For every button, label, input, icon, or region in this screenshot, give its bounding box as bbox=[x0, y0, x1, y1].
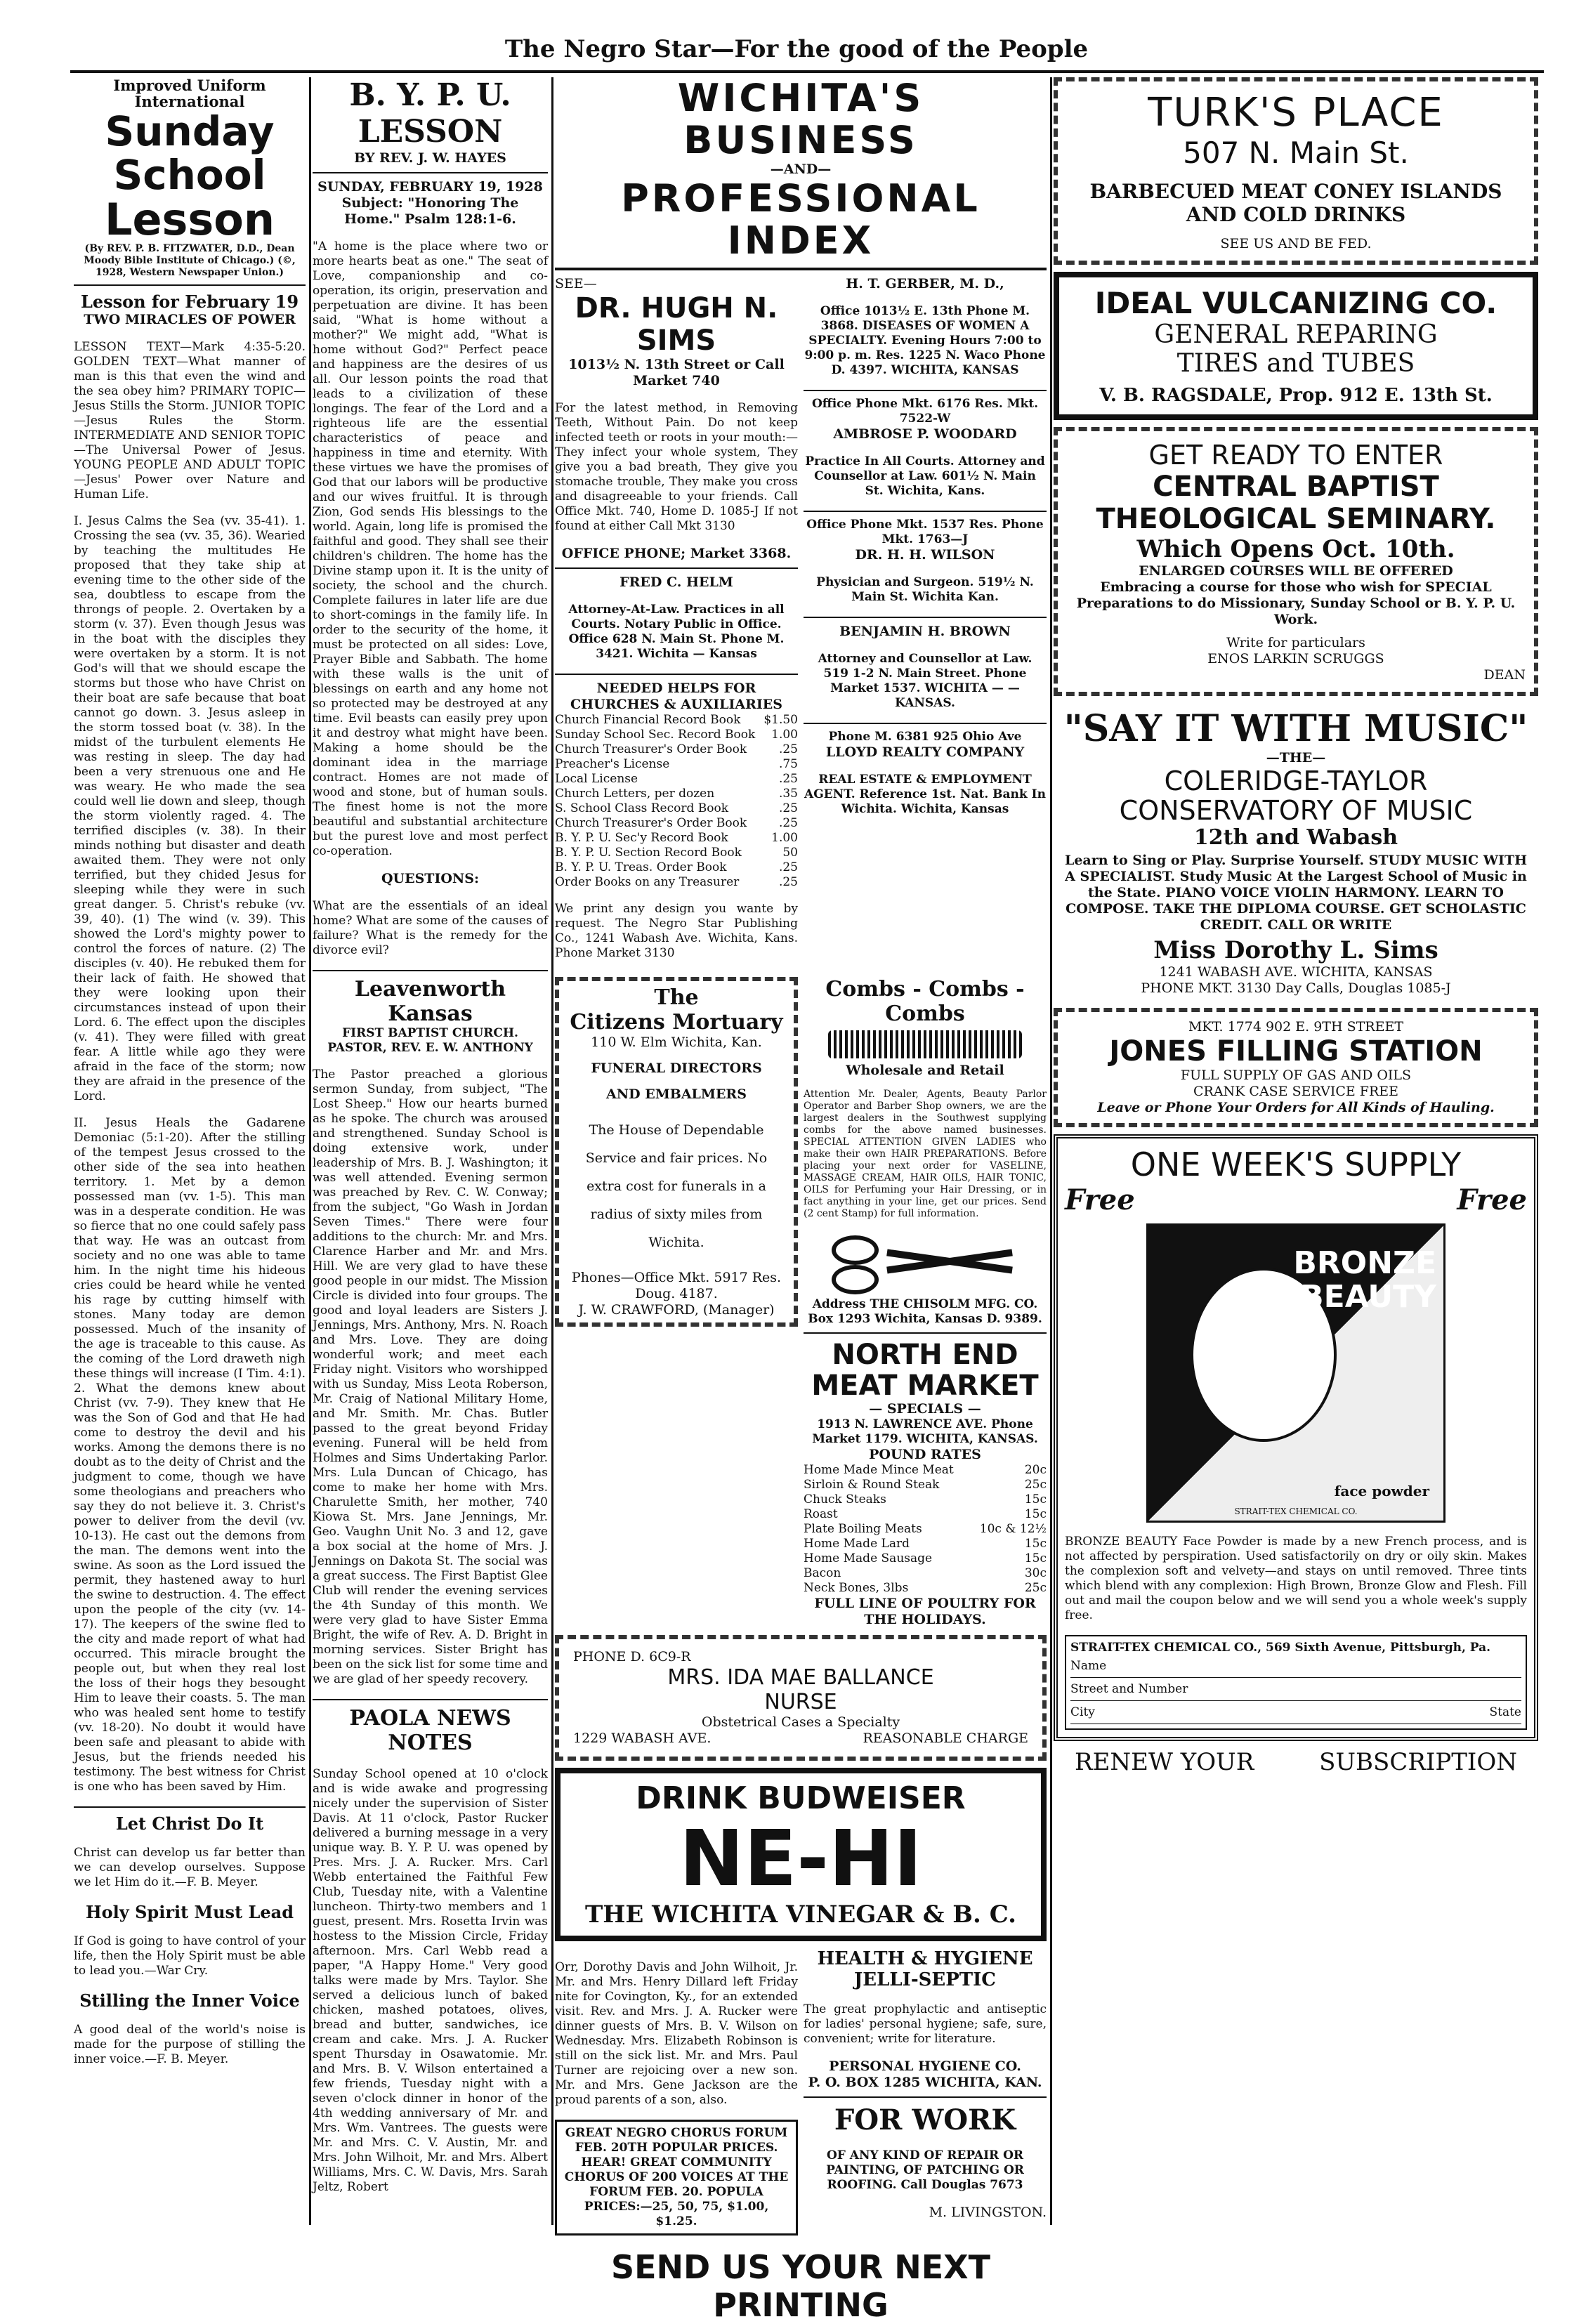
bronze-beauty-ad bbox=[1054, 1134, 1538, 1741]
woodard-phones: Office Phone Mkt. 6176 Res. Mkt. 7522-W bbox=[811, 397, 1039, 426]
section-heading: Let Christ Do It bbox=[115, 1813, 264, 1834]
renew-banner bbox=[1054, 1748, 1538, 1776]
leavenworth-subheading: FIRST BAPTIST CHURCH. PASTOR, REV. E. W. ANTHONY bbox=[327, 1026, 533, 1055]
needed-list bbox=[555, 713, 798, 890]
price-value: 15c bbox=[1024, 1537, 1047, 1551]
music-address: 12th and Wabash bbox=[1193, 825, 1398, 850]
divider bbox=[555, 674, 798, 675]
music-school: COLERIDGE-TAYLOR CONSERVATORY OF MUSIC bbox=[1119, 766, 1473, 826]
brown-text: Attorney and Counsellor at Law. 519 1-2 N. Main Street. Phone Market 1537. WICHITA — — KANSAS. bbox=[818, 652, 1032, 710]
divider bbox=[555, 567, 798, 569]
vulcanizing-line: TIRES and TUBES bbox=[1176, 349, 1415, 378]
see-label: SEE— bbox=[555, 276, 597, 291]
health-address: P. O. BOX 1285 WICHITA, KAN. bbox=[808, 2075, 1042, 2090]
divider bbox=[804, 2096, 1047, 2098]
price-item: Church Treasurer's Order Book bbox=[555, 742, 747, 756]
vulcanizing-ad bbox=[1054, 272, 1538, 420]
lesson-date: Lesson for February 19 bbox=[80, 291, 299, 312]
gerber-text: Office 1013½ E. 13th Phone M. 3868. DISEASES OF WOMEN A SPECIALTY. Evening Hours 7:00 to 9:00 p. m. Res. 1225 N. Waco Phone D. 4397. WICHITA, KANSAS bbox=[804, 304, 1046, 377]
meat-address: 1913 N. LAWRENCE AVE. Phone Market 1179. WICHITA, KANSAS. bbox=[812, 1417, 1038, 1446]
vinegar-company: THE WICHITA VINEGAR & B. C. bbox=[584, 1900, 1017, 1929]
price-value: .25 bbox=[778, 860, 798, 874]
price-row bbox=[555, 801, 798, 816]
price-value: .25 bbox=[778, 772, 798, 786]
chisolm-address: Address THE CHISOLM MFG. CO. Box 1293 Wichita, Kansas D. 9389. bbox=[808, 1297, 1042, 1326]
price-row bbox=[804, 1492, 1047, 1507]
nurse-ad bbox=[555, 1635, 1047, 1761]
price-row bbox=[804, 1537, 1047, 1551]
divider bbox=[313, 172, 548, 173]
health-company: PERSONAL HYGIENE CO. bbox=[829, 2059, 1021, 2074]
helm-name: FRED C. HELM bbox=[620, 575, 733, 590]
price-item: Church Treasurer's Order Book bbox=[555, 816, 747, 830]
divider bbox=[804, 1332, 1047, 1334]
divider bbox=[804, 617, 1047, 618]
price-value: 30c bbox=[1024, 1566, 1047, 1580]
music-ad bbox=[1054, 703, 1538, 1001]
price-value: 15c bbox=[1024, 1492, 1047, 1506]
seminary-write: Write for particulars bbox=[1226, 635, 1365, 650]
price-value: $1.50 bbox=[763, 713, 798, 727]
price-value: 25c bbox=[1024, 1478, 1047, 1492]
section-text: If God is going to have control of your life, then the Holy Spirit must be able to lead you.—War Cry. bbox=[74, 1934, 306, 1978]
divider bbox=[804, 723, 1047, 724]
mortuary-phones: Phones—Office Mkt. 5917 Res. Doug. 4187. bbox=[571, 1270, 782, 1301]
lloyd-phone: Phone M. 6381 925 Ohio Ave bbox=[828, 730, 1022, 744]
price-value: 15c bbox=[1024, 1507, 1047, 1521]
mortuary-name: Citizens Mortuary bbox=[570, 1010, 783, 1035]
paola-heading: PAOLA NEWS NOTES bbox=[349, 1706, 511, 1755]
nurse-address: 1229 WABASH AVE. bbox=[573, 1731, 712, 1746]
price-row bbox=[804, 1551, 1047, 1566]
divider bbox=[74, 1806, 306, 1808]
music-footer: 1241 WABASH AVE. WICHITA, KANSAS bbox=[1159, 964, 1433, 980]
mortuary-box bbox=[555, 977, 798, 1327]
woodard-name: AMBROSE P. WOODARD bbox=[833, 426, 1017, 442]
price-value: 10c & 12½ bbox=[979, 1522, 1047, 1536]
music-contact: Miss Dorothy L. Sims bbox=[1153, 936, 1438, 964]
price-item: Home Made Lard bbox=[804, 1537, 910, 1551]
coupon-label: Name bbox=[1070, 1659, 1107, 1673]
nurse-charge: REASONABLE CHARGE bbox=[863, 1731, 1028, 1746]
price-row bbox=[555, 772, 798, 787]
coupon-street-field[interactable] bbox=[1070, 1682, 1521, 1701]
index-right bbox=[804, 276, 1047, 973]
sims-text: For the latest method, in Removing Teeth, Without Pain. Do not keep infected teeth or roots in your mouth:— They infect your whole system, They give you a bad breath, They give you stomache trouble, They make you cross and disagreeable to your friends. Call Office Mkt. 740, Home D. 1085-J If not found at either Call Mkt 3130 bbox=[555, 401, 798, 533]
combs-ad bbox=[804, 977, 1047, 1628]
masthead: The Negro Star—For the good of the People bbox=[504, 35, 1089, 63]
mortuary-manager: J. W. CRAWFORD, (Manager) bbox=[578, 1302, 775, 1318]
free-label: Free bbox=[1457, 1183, 1527, 1216]
seminary-opening: Which Opens Oct. 10th. bbox=[1136, 535, 1455, 563]
price-value: .25 bbox=[778, 801, 798, 815]
turks-line: SEE US AND BE FED. bbox=[1220, 236, 1372, 251]
price-item: B. Y. P. U. Treas. Order Book bbox=[555, 860, 727, 874]
lesson-text: II. Jesus Heals the Gadarene Demoniac (5:1-20). After the stilling of the tempest Jesus crossed to the other side of the sea into heathen territory. 1. Met by a demon possessed man (vv. 1-5). This man was in a desperate condition. He was so fierce that no one could safely pass that way. He was an outcast from society and no one was able to tame him. In the night time his hideous cries could be heard while he vented his rage by cutting himself with stones. Many today are demon possessed. Much of the insanity of the age is traceable to this cause. As the coming of the Lord draweth nigh these things will increase (I Tim. 4:1). 2. What the demons knew about Christ (vv. 7-9). They knew that He was the Son of God and that He had come to destroy the devil and his works. Among the demons there is no doubt as to the deity of Christ and the judgment to come, though we have some theologians and preachers who say they do not believe it. 3. Christ's power to deliver from the devil (vv. 10-13). He cast out the demons from the man. The demons went into the swine. As soon as the Lord issued the permit, they hastened away to hurl the swine to destruction. 4. The effect upon the people of the city (vv. 14-17). The keepers of the swine fled to the city and made report of what had occurred. This miracle brought the people out, but when they real lost the loss of their hogs they besought Him to leave their coasts. 5. The man who was healed sent home to testify (vv. 18-20). No doubt it would have been safe and pleasant to abide with Jesus, but the friends needed his testimony. The best witness for Christ is one who has been saved by Him. bbox=[74, 1116, 306, 1794]
price-row bbox=[555, 742, 798, 757]
bypu-title: B. Y. P. U. LESSON bbox=[349, 77, 511, 150]
price-item: B. Y. P. U. Section Record Book bbox=[555, 846, 742, 860]
coupon-label: Street and Number bbox=[1070, 1682, 1188, 1696]
turks-line: BARBECUED MEAT CONEY ISLANDS bbox=[1089, 180, 1502, 203]
send-printing-banner: SEND US YOUR NEXT PRINTING bbox=[610, 2248, 991, 2324]
questions-heading: QUESTIONS: bbox=[381, 871, 479, 886]
column-rule bbox=[309, 77, 311, 2225]
bronze-beauty-illustration bbox=[1146, 1223, 1446, 1523]
coupon-city-field[interactable] bbox=[1070, 1705, 1521, 1724]
meat-footer: FULL LINE OF POULTRY FOR THE HOLIDAYS. bbox=[814, 1596, 1036, 1627]
work-text: OF ANY KIND OF REPAIR OR PAINTING, OF PATCHING OR ROOFING. Call Douglas 7673 bbox=[826, 2148, 1024, 2192]
mortuary-ad bbox=[555, 977, 798, 1628]
column-rule bbox=[551, 77, 553, 2225]
nurse-phone: PHONE D. 6C9-R bbox=[573, 1649, 691, 1665]
price-value: .25 bbox=[778, 742, 798, 756]
price-row bbox=[804, 1566, 1047, 1581]
lesson-date: SUNDAY, FEBRUARY 19, 1928 bbox=[317, 179, 543, 195]
music-text: Learn to Sing or Play. Surprise Yourself. STUDY MUSIC WITH A SPECIALIST. Study Music At the Largest School of Music in the State. PIANO VOICE VIOLIN HARMONY. LEARN TO COMPOSE. TAKE THE DIPLOMA COURSE. GET SCHOLASTIC CREDIT. CALL OR WRITE bbox=[1064, 853, 1528, 933]
needed-text: We print any design you wante by request. The Negro Star Publishing Co., 1241 Wabash Ave. Wichita, Kans. Phone Market 3130 bbox=[555, 902, 798, 960]
seminary-ad bbox=[1054, 427, 1538, 696]
divider bbox=[804, 511, 1047, 512]
meat-list bbox=[804, 1463, 1047, 1596]
price-item: Neck Bones, 3lbs bbox=[804, 1581, 909, 1595]
business-index bbox=[555, 76, 1047, 2324]
chorus-ad bbox=[555, 2120, 798, 2236]
chorus-text: GREAT NEGRO CHORUS FORUM FEB. 20TH POPULAR PRICES. HEAR! GREAT COMMUNITY CHORUS OF 200 VOICES AT THE FORUM FEB. 20. POPULA PRICES:—25, 50, 75, $1.00, $1.25. bbox=[564, 2126, 789, 2228]
combs-subheading: Wholesale and Retail bbox=[846, 1063, 1004, 1078]
sims-office: OFFICE PHONE; Market 3368. bbox=[561, 546, 792, 561]
top-rule bbox=[70, 70, 1544, 73]
divider bbox=[74, 284, 306, 286]
lesson-subject: Subject: "Honoring The Home." Psalm 128:1-6. bbox=[341, 195, 519, 227]
work-name: M. LIVINGSTON. bbox=[929, 2205, 1047, 2220]
price-row bbox=[804, 1478, 1047, 1492]
bronze-text: BRONZE BEAUTY Face Powder is made by a new French process, and is not affected by perspiration. Used satisfactorily on dry or oily skin. Makes the complexion soft and velvety—and stays on until removed. Three tints which blend with any complexion: High Brown, Bronze Glow and Flesh. Fill out and mail the coupon below and we will send you a whole week's supply free. bbox=[1065, 1535, 1527, 1622]
byline: (By REV. P. B. FITZWATER, D.D., Dean Moody Bible Institute of Chicago.) (©, 1928, Western Newspaper Union.) bbox=[84, 243, 296, 278]
divider bbox=[804, 390, 1047, 391]
health-text: The great prophylactic and antiseptic for ladies' personal hygiene; safe, sure, convenient; write for literature. bbox=[804, 2002, 1047, 2046]
bypu-column bbox=[313, 77, 548, 2233]
price-item: Local License bbox=[555, 772, 638, 786]
meat-market-heading: NORTH END MEAT MARKET bbox=[811, 1339, 1039, 1402]
nurse-specialty: Obstetrical Cases a Specialty bbox=[701, 1714, 900, 1730]
lloyd-text: REAL ESTATE & EMPLOYMENT AGENT. Reference 1st. Nat. Bank In Wichita. Wichita, Kansas bbox=[804, 773, 1046, 816]
price-row bbox=[804, 1507, 1047, 1522]
seminary-name: CENTRAL BAPTIST THEOLOGICAL SEMINARY. bbox=[1096, 471, 1496, 535]
price-value: 50 bbox=[782, 846, 798, 860]
index-row bbox=[555, 1948, 1047, 2243]
price-row bbox=[555, 860, 798, 875]
leavenworth-text: The Pastor preached a glorious sermon Sunday, from subject, "The Lost Sheep." How our hearts burned as he spoke. The church was aroused and strengthened. Sunday School is doing extensive work, under leadership of Mrs. B. J. Washington; it was well attended. Evening sermon was preached by Rev. C. W. Conway; from the subject, "Go Wash in Jordan Seven Times." There were four additions to the church: Mr. and Mrs. Clarence Harber and Mr. and Mrs. Hill. We are very glad to have these good people in our midst. The Mission Circle is divided into four groups. The good and loyal leaders are Sisters J. Jennings, Mrs. Anthony, Mrs. N. Roach and Mrs. Love. They are doing wonderful work; and meet each Friday night. Visitors who worshipped with us Sunday, Miss Leota Roberson, Mr. Craig of National Military Home, and Mr. Smith. Mr. Chas. Butler passed to the great beyond Friday evening. Funeral will be held from Holmes and Sims Undertaking Parlor. Mrs. Lula Duncan of Chicago, has come to make her home with Mrs. Charulette Smith, her mother, 740 Kiowa St. Mrs. Jane Jennings, Mr. Geo. Vaughn Unit No. 3 and 12, gave a box social at the home of Mrs. J. Jennings on Dakota St. The social was a great success. The First Baptist Glee Club will render the evening services the 4th Sunday of this month. We were very glad to have Sister Emma Bright, the wife of Rev. A. D. Bright in morning services. Sister Bright has been on the sick list for some time and we are glad of her speedy recovery. bbox=[313, 1068, 548, 1686]
price-value: .25 bbox=[778, 875, 798, 889]
nehi-logo: NE-HI bbox=[679, 1813, 922, 1903]
sims-name: DR. HUGH N. SIMS bbox=[575, 292, 778, 357]
paola-text: Sunday School opened at 10 o'clock and is wide awake and progressing nicely under the supervision of Sister Davis. At 11 o'clock, Pastor Rucker delivered a burning message in a very unique way. B. Y. P. U. was opened by Pres. Mrs. J. A. Rucker. Mrs. Carl Webb entertained the Faithful Few Club, Tuesday nite, with a Valentine luncheon. Thirty-two members and 1 guest, present. Mrs. Rosetta Irvin was hostess to the Mission Circle, Friday afternoon. Mrs. Carl Webb read a paper, "A Happy Home." Very good talks were made by Mrs. Taylor. She served a delicious lunch of baked chicken, mashed potatoes, olives, bread and butter, sandwiches, ice cream and cake. Mrs. J. A. Rucker spent Thursday in Osawatomie. Mr. and Mrs. B. V. Wilson entertained a few friends, Tuesday night with a seven o'clock dinner in honor of the 4th wedding anniversary of Mr. and Mrs. Wm. Vantrees. The guests were Mr. and Mrs. C. V. Austin, Mr. and Mrs. John Wilhoit, Mr. and Mrs. Albert Williams, Mrs. C. W. Davis, Mrs. Sarah Jeltz, Robert bbox=[313, 1767, 548, 2194]
nurse-footer bbox=[573, 1731, 1028, 1747]
price-row bbox=[804, 1463, 1047, 1478]
price-item: Sunday School Sec. Record Book bbox=[555, 728, 756, 742]
wilson-phones: Office Phone Mkt. 1537 Res. Phone Mkt. 1763—J bbox=[806, 518, 1044, 546]
free-row bbox=[1065, 1183, 1527, 1216]
price-item: Chuck Steaks bbox=[804, 1492, 886, 1506]
free-label: Free bbox=[1065, 1183, 1135, 1216]
divider bbox=[555, 268, 1047, 270]
seminary-dean: DEAN bbox=[1483, 667, 1526, 683]
turks-line: AND COLD DRINKS bbox=[1186, 203, 1406, 226]
work-heading: FOR WORK bbox=[834, 2103, 1016, 2136]
music-footer: PHONE MKT. 3130 Day Calls, Douglas 1085-J bbox=[1141, 980, 1451, 996]
jones-heading: JONES FILLING STATION bbox=[1109, 1035, 1483, 1068]
wilson-name: DR. H. H. WILSON bbox=[855, 547, 995, 563]
lesson-text: I. Jesus Calms the Sea (vv. 35-41). 1. Crossing the sea (vv. 35, 36). Wearied by teaching the multitudes He proposed that they take ship at evening time to the other side of the sea, doubtless to escape from the throngs of people. 2. Overtaken by a storm (v. 37). Even though Jesus was in the boat with the disciples they were overtaken by a storm. It is not God's will that we should escape the storms but those who have Christ on their boat are safe because that boat cannot go down. 3. Jesus asleep in the storm tossed boat (v. 38). In the midst of the turbulent elements He was resting in sleep. The day had been a very strenuous one and He was weary. He who made the sea could well lie down and sleep, though the storm violently raged. 4. The terrified disciples (v. 38). In their minds nothing but disaster and death awaited them. They were not only terrified, but they chided Jesus for sleeping while they were in such great danger. 5. Christ's rebuke (vv. 39, 40). (1) The wind (v. 39). This showed the Lord's mighty power to control the forces of nature. (2) The disciples (v. 40). He rebuked them for their lack of faith. He showed that they were looking upon their circumstances instead of upon their Lord. 6. The effect upon the disciples (v. 41). They were filled with great fear. A little while ago they were afraid in the face of the storm; now they are afraid in the presence of the Lord. bbox=[74, 514, 306, 1103]
divider bbox=[313, 1699, 548, 1700]
needed-heading: NEEDED HELPS FOR CHURCHES & AUXILIARIES bbox=[570, 681, 782, 712]
turks-heading: TURK'S PLACE bbox=[1148, 90, 1444, 136]
helm-text: Attorney-At-Law. Practices in all Courts. Notary Public in Office. Office 628 N. Main St. Phone M. 3421. Wichita — Kansas bbox=[568, 603, 785, 661]
nurse-name: MRS. IDA MAE BALLANCE bbox=[667, 1665, 934, 1690]
price-row bbox=[555, 846, 798, 860]
jones-line: Leave or Phone Your Orders for All Kinds of Hauling. bbox=[1097, 1100, 1495, 1115]
section-text: A good deal of the world's noise is made for the purpose of stilling the inner voice.—F. B. Meyer. bbox=[74, 2023, 306, 2066]
price-item: Church Letters, per dozen bbox=[555, 787, 715, 801]
kicker: Improved Uniform International bbox=[113, 77, 266, 110]
lesson-subtitle: TWO MIRACLES OF POWER bbox=[84, 312, 296, 327]
byline: BY REV. J. W. HAYES bbox=[354, 150, 506, 166]
music-heading: "SAY IT WITH MUSIC" bbox=[1063, 707, 1528, 750]
sunday-school-title: Sunday School bbox=[105, 107, 275, 199]
seminary-intro: GET READY TO ENTER bbox=[1148, 440, 1443, 471]
seminary-text: Embracing a course for those who wish for SPECIAL Preparations to do Missionary, Sunday School or B. Y. P. U. Work. bbox=[1076, 579, 1516, 627]
renew-text: SUBSCRIPTION bbox=[1319, 1748, 1517, 1776]
turks-place-ad bbox=[1054, 77, 1538, 265]
renew-text: RENEW YOUR bbox=[1075, 1748, 1254, 1776]
price-item: Sirloin & Round Steak bbox=[804, 1478, 940, 1492]
order-coupon bbox=[1065, 1635, 1527, 1730]
seminary-name-line: ENOS LARKIN SCRUGGS bbox=[1207, 651, 1384, 667]
coupon-heading: STRAIT-TEX CHEMICAL CO., 569 Sixth Avenue, Pittsburgh, Pa. bbox=[1070, 1641, 1491, 1655]
health-heading: HEALTH & HYGIENE JELLI-SEPTIC bbox=[817, 1948, 1033, 1990]
turks-address: 507 N. Main St. bbox=[1183, 136, 1409, 170]
section-text: Christ can develop us far better than we can develop ourselves. Suppose we let Him do it.—F. B. Meyer. bbox=[74, 1846, 306, 1889]
meat-specials: — SPECIALS — bbox=[869, 1401, 981, 1417]
vulcanizing-proprietor: V. B. RAGSDALE, Prop. 912 E. 13th St. bbox=[1099, 385, 1493, 406]
coupon-label: State bbox=[1489, 1705, 1521, 1719]
price-row bbox=[555, 787, 798, 801]
index-left bbox=[555, 276, 798, 973]
meat-rates: POUND RATES bbox=[869, 1447, 981, 1462]
price-value: 25c bbox=[1024, 1581, 1047, 1595]
price-row bbox=[804, 1581, 1047, 1596]
price-row bbox=[555, 816, 798, 831]
nurse-title: NURSE bbox=[764, 1690, 837, 1714]
music-the: —THE— bbox=[1266, 750, 1326, 766]
paola-text-continued: Orr, Dorothy Davis and John Wilhoit, Jr. Mr. and Mrs. Henry Dillard left Friday nite for Covington, Ky., for an extended visit. Rev. and Mrs. J. A. Rucker were dinner guests of Mrs. B. V. Wilson on Wednesday. Mrs. Elizabeth Robinson is still on the sick list. Mr. and Mrs. Paul Turner are rejoicing over a new son. Mr. and Mrs. Gene Jackson are the proud parents of a son, also. bbox=[555, 1960, 798, 2107]
lesson-text: LESSON TEXT—Mark 4:35-5:20. GOLDEN TEXT—What manner of man is this that even the wind and the sea obey him? PRIMARY TOPIC—Jesus Stills the Storm. JUNIOR TOPIC—Jesus Rules the Storm. INTERMEDIATE AND SENIOR TOPIC—The Universal Power of Jesus. YOUNG PEOPLE AND ADULT TOPIC—Jesus' Power over Nature and Human Life. bbox=[74, 340, 306, 501]
price-item: Preacher's License bbox=[555, 757, 670, 771]
coupon-label: City bbox=[1070, 1705, 1095, 1719]
price-row bbox=[555, 831, 798, 846]
section-heading: Stilling the Inner Voice bbox=[79, 1990, 300, 2011]
mortuary-address: 110 W. Elm Wichita, Kan. bbox=[591, 1035, 762, 1050]
lesson-text: "A home is the place where two or more hearts beat as one." The seat of Love, companionship and co-operation, its origin, preservation and perpetuation are divine. It has been said, "What is home without a mother?" We might add, "What is home without God?" Perfect peace and happiness are the desires of us all. Our lesson points the road that leads to a civilization of these longings. The fear of the Lord and a righteous life are the essential characteristics of peace and happiness in time and eternity. With these virtues we have the promises of God that our labors will be productive and our wives fruitful. It is through Zion, God sends His blessings to the world. Again, long life is promised the faithful and good. They shall see their children's children. The home has the Divine stamp upon it. It is the unity of society, the school and the church. Complete failures in later life are due to short-comings in the family life. In order to the security of the home, it must be protected on all sides: Love, Prayer Bible and Sabbath. The home with these walls is the unit of blessings on earth and any home not so protected may be destroyed at any time. Evil beasts can easily prey upon it and destroy what might have been. Making a home should be the dominant idea in the marriage contract. Homes are not made of wood and stone, but of human souls. The finest home is not the more beautiful and substantial architecture but the purest love and most perfect co-operation. bbox=[313, 239, 548, 858]
budweiser-heading: DRINK BUDWEISER bbox=[636, 1780, 966, 1816]
scissors-icon bbox=[828, 1230, 1023, 1293]
index-row bbox=[555, 977, 1047, 1628]
budweiser-ad bbox=[555, 1768, 1047, 1941]
bronze-face-powder: face powder bbox=[1334, 1483, 1429, 1499]
price-value: 1.00 bbox=[771, 728, 798, 742]
bronze-company-small: STRAIT-TEX CHEMICAL CO. bbox=[1234, 1506, 1358, 1516]
sims-address: 1013½ N. 13th Street or Call Market 740 bbox=[568, 357, 785, 388]
bronze-brand: BRONZE BEAUTY bbox=[1293, 1245, 1436, 1315]
price-value: 20c bbox=[1024, 1463, 1047, 1477]
jones-top: MKT. 1774 902 E. 9TH STREET bbox=[1188, 1019, 1404, 1035]
divider bbox=[313, 970, 548, 971]
column-rule bbox=[1050, 77, 1052, 2225]
gerber-name: H. T. GERBER, M. D., bbox=[846, 276, 1004, 291]
lloyd-name: LLOYD REALTY COMPANY bbox=[825, 744, 1025, 760]
price-row bbox=[555, 875, 798, 890]
jones-line: CRANK CASE SERVICE FREE bbox=[1193, 1084, 1399, 1099]
price-item: B. Y. P. U. Sec'y Record Book bbox=[555, 831, 728, 845]
price-item: S. School Class Record Book bbox=[555, 801, 728, 815]
vulcanizing-heading: IDEAL VULCANIZING CO. bbox=[1094, 286, 1497, 320]
bronze-heading: ONE WEEK'S SUPPLY bbox=[1130, 1145, 1462, 1183]
combs-heading: Combs - Combs - Combs bbox=[825, 977, 1025, 1026]
coupon-name-field[interactable] bbox=[1070, 1659, 1521, 1678]
price-value: .75 bbox=[778, 757, 798, 771]
comb-icon bbox=[828, 1030, 1023, 1058]
mortuary-embalmers: AND EMBALMERS bbox=[606, 1086, 747, 1102]
price-value: .25 bbox=[778, 816, 798, 830]
index-row bbox=[555, 276, 1047, 973]
jones-line: FULL SUPPLY OF GAS AND OILS bbox=[1180, 1068, 1412, 1083]
mortuary-text: The House of Dependable Service and fair prices. No extra cost for funerals in a radius of sixty miles from Wichita. bbox=[585, 1122, 768, 1250]
jones-ad bbox=[1054, 1008, 1538, 1127]
price-value: .35 bbox=[778, 787, 798, 801]
index-title: PROFESSIONAL INDEX bbox=[621, 176, 981, 263]
sunday-school-column bbox=[74, 77, 306, 2233]
wilson-text: Physician and Surgeon. 519½ N. Main St. Wichita Kan. bbox=[816, 575, 1034, 604]
mortuary-the: The bbox=[654, 985, 699, 1010]
lesson-title: Lesson bbox=[104, 194, 275, 245]
price-item: Roast bbox=[804, 1507, 838, 1521]
leavenworth-heading: Leavenworth Kansas bbox=[354, 977, 506, 1026]
paola-continued bbox=[555, 1948, 798, 2243]
questions-text: What are the essentials of an ideal home? What are some of the causes of failure? What is the remedy for the divorce evil? bbox=[313, 899, 548, 957]
price-value: 15c bbox=[1024, 1551, 1047, 1565]
vulcanizing-line: GENERAL REPARING bbox=[1154, 320, 1438, 349]
section-heading: Holy Spirit Must Lead bbox=[86, 1902, 294, 1922]
health-ad bbox=[804, 1948, 1047, 2243]
price-value: 1.00 bbox=[771, 831, 798, 845]
price-row bbox=[804, 1522, 1047, 1537]
price-item: Church Financial Record Book bbox=[555, 713, 741, 727]
price-item: Home Made Sausage bbox=[804, 1551, 933, 1565]
price-row bbox=[555, 728, 798, 742]
brown-name: BENJAMIN H. BROWN bbox=[839, 624, 1011, 639]
price-row bbox=[555, 757, 798, 772]
ads-column bbox=[1054, 77, 1538, 2233]
price-item: Plate Boiling Meats bbox=[804, 1522, 922, 1536]
price-row bbox=[555, 713, 798, 728]
price-item: Bacon bbox=[804, 1566, 841, 1580]
seminary-courses: ENLARGED COURSES WILL BE OFFERED bbox=[1139, 563, 1453, 579]
index-title: WICHITA'S BUSINESS bbox=[677, 76, 924, 162]
price-item: Home Made Mince Meat bbox=[804, 1463, 954, 1477]
woodard-text: Practice In All Courts. Attorney and Counsellor at Law. 601½ N. Main St. Wichita, Kans. bbox=[805, 454, 1045, 498]
combs-text: Attention Mr. Dealer, Agents, Beauty Parlor Operator and Barber Shop owners, we are the largest dealers in the Southwest supplying combs for the above named businesses. SPECIAL ATTENTION GIVEN LADIES who make their own HAIR PREPARATIONS. Before placing your next order for VASELINE, MASSAGE CREAM, HAIR OILS, HAIR TONIC, OILS for Perfuming your Hair Dressing, or in fact anything in your line, get our prices. Send (2 cent Stamp) for full information. bbox=[804, 1089, 1047, 1219]
price-item: Order Books on any Treasurer bbox=[555, 875, 740, 889]
mortuary-directors: FUNERAL DIRECTORS bbox=[591, 1061, 762, 1076]
index-and: —AND— bbox=[770, 162, 832, 177]
